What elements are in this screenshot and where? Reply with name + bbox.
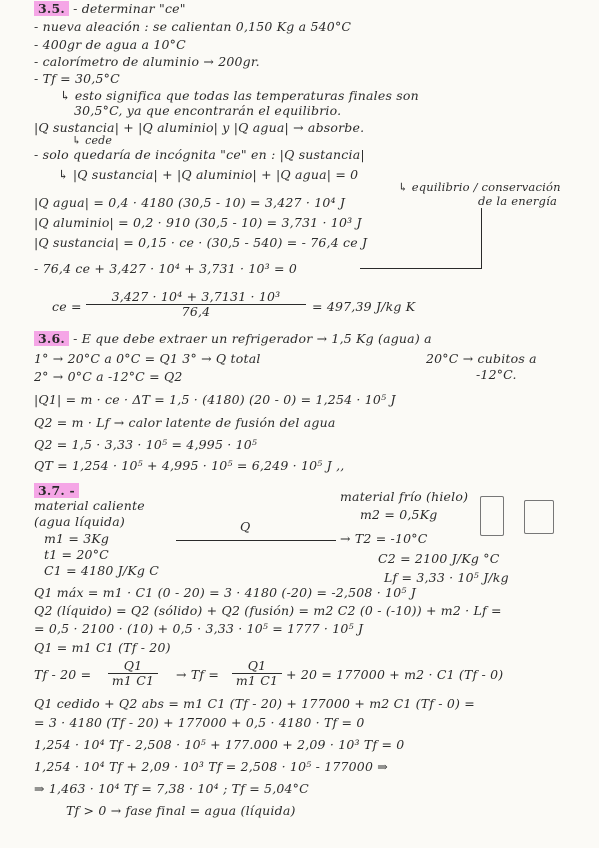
- line: = 497,39 J/kg K: [312, 299, 416, 314]
- line: |Q agua| = 0,4 · 4180 (30,5 - 10) = 3,427 · 10⁴ J: [34, 195, 346, 210]
- line: ↳ esto significa que todas las temperaturas finales son: [60, 88, 419, 103]
- line: 1,254 · 10⁴ Tf + 2,09 · 10³ Tf = 2,508 · 10⁵ - 177000 ⇒: [34, 759, 388, 774]
- value: m2 = 0,5Kg: [360, 507, 438, 522]
- line: 30,5°C, ya que encontrarán el equilibrio.: [74, 103, 342, 118]
- line: - calorímetro de aluminio → 200gr.: [34, 54, 260, 69]
- fraction: $\frac{\text{3,427 · 10⁴ + 3,7131 · 10³}}{76,4}$: [86, 290, 306, 319]
- line: - nueva aleación : se calientan 0,150 Kg a 540°C: [34, 19, 352, 34]
- line: ⇒ 1,463 · 10⁴ Tf = 7,38 · 10⁴ ; Tf = 5,04°C: [34, 781, 309, 796]
- label: material caliente: [34, 498, 145, 513]
- line: Q2 = m · Lf → calor latente de fusión del agua: [34, 415, 336, 430]
- line: 20°C → cubitos a: [426, 351, 537, 366]
- line: |Q aluminio| = 0,2 · 910 (30,5 - 10) = 3,731 · 10³ J: [34, 215, 362, 230]
- value: C2 = 2100 J/Kg °C: [378, 551, 500, 566]
- line: - Tf = 30,5°C: [34, 71, 120, 86]
- problem-3-6-header: 3.6. - E que debe extraer un refrigerador → 1,5 Kg (agua) a: [34, 332, 432, 346]
- annotation: de la energía: [478, 194, 558, 208]
- line: Q1 = m1 C1 (Tf - 20): [34, 640, 171, 655]
- line: Tf - 20 =: [34, 667, 92, 682]
- value: → T2 = -10°C: [340, 531, 428, 546]
- line: |Q sustancia| + |Q aluminio| y |Q agua| → absorbe.: [34, 120, 365, 135]
- fraction: $\frac{Q1}{m1 C1}$: [108, 659, 158, 688]
- problem-number-3-7: 3.7. -: [34, 483, 79, 498]
- line: ↳ |Q sustancia| + |Q aluminio| + |Q agua| = 0: [58, 167, 359, 182]
- fraction: $\frac{Q1}{m1 C1}$: [232, 659, 282, 688]
- annotation: ↳ cede: [72, 134, 113, 147]
- line: + 20 = 177000 + m2 · C1 (Tf - 0): [286, 667, 504, 682]
- line: = 0,5 · 2100 · (10) + 0,5 · 3,33 · 10⁵ = 1777 · 10⁵ J: [34, 621, 364, 636]
- value: t1 = 20°C: [44, 547, 109, 562]
- bracket-line: [360, 268, 482, 269]
- problem-3-5-header: 3.5. - determinar "ce": [34, 2, 186, 16]
- ice-sketch: [480, 496, 504, 536]
- line: - 400gr de agua a 10°C: [34, 37, 186, 52]
- line: 2° → 0°C a -12°C = Q2: [34, 369, 183, 384]
- line: = 3 · 4180 (Tf - 20) + 177000 + 0,5 · 4180 · Tf = 0: [34, 715, 365, 730]
- heat-label: Q: [240, 519, 251, 534]
- line: Q2 (líquido) = Q2 (sólido) + Q2 (fusión) = m2 C2 (0 - (-10)) + m2 · Lf =: [34, 603, 502, 618]
- value: C1 = 4180 J/Kg C: [44, 563, 160, 578]
- problem-number-3-6: 3.6.: [34, 331, 69, 346]
- line: 1,254 · 10⁴ Tf - 2,508 · 10⁵ + 177.000 + 2,09 · 10³ Tf = 0: [34, 737, 405, 752]
- line: ce =: [52, 299, 82, 314]
- ice-sketch: [524, 500, 554, 534]
- value: m1 = 3Kg: [44, 531, 110, 546]
- line: |Q1| = m · ce · ΔT = 1,5 · (4180) (20 - 0) = 1,254 · 10⁵ J: [34, 392, 396, 407]
- line: -12°C.: [476, 367, 517, 382]
- line: - 76,4 ce + 3,427 · 10⁴ + 3,731 · 10³ = 0: [34, 261, 298, 276]
- bracket-line: [481, 208, 482, 268]
- value: Lf = 3,33 · 10⁵ J/kg: [384, 570, 509, 585]
- line: Q1 cedido + Q2 abs = m1 C1 (Tf - 20) + 177000 + m2 C1 (Tf - 0) =: [34, 696, 475, 711]
- line: 1° → 20°C a 0°C = Q1 3° → Q total: [34, 351, 261, 366]
- heat-arrow: [176, 540, 336, 541]
- problem-number-3-5: 3.5.: [34, 1, 69, 16]
- problem-3-7-header: [34, 484, 79, 498]
- annotation: ↳ equilibrio / conservación: [398, 180, 561, 194]
- line: Q2 = 1,5 · 3,33 · 10⁵ = 4,995 · 10⁵: [34, 437, 258, 452]
- line: Q1 máx = m1 · C1 (0 - 20) = 3 · 4180 (-20) = -2,508 · 10⁵ J: [34, 585, 416, 600]
- line: QT = 1,254 · 10⁵ + 4,995 · 10⁵ = 6,249 · 10⁵ J ,,: [34, 458, 345, 473]
- line: Tf > 0 → fase final = agua (líquida): [66, 803, 296, 818]
- label: material frío (hielo): [340, 489, 469, 504]
- line: |Q sustancia| = 0,15 · ce · (30,5 - 540) = - 76,4 ce J: [34, 235, 368, 250]
- label: (agua líquida): [34, 514, 125, 529]
- line: → Tf =: [176, 667, 220, 682]
- line: - solo quedaría de incógnita "ce" en : |Q sustancia|: [34, 147, 365, 162]
